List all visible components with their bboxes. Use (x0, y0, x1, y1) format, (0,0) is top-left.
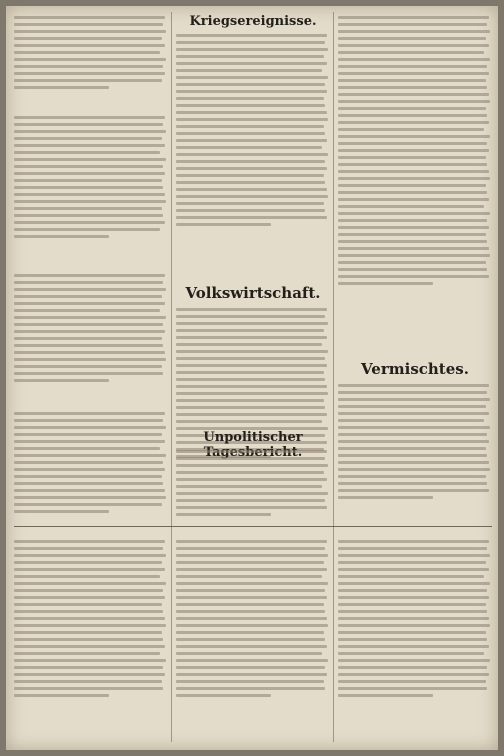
text-line (176, 118, 328, 121)
text-line (14, 475, 162, 478)
text-line (338, 405, 486, 408)
text-line (338, 261, 486, 264)
text-line (14, 144, 165, 147)
text-line (14, 510, 109, 513)
text-line (14, 186, 163, 189)
text-line (176, 371, 324, 374)
text-line (338, 540, 489, 543)
newspaper-page (6, 6, 498, 750)
text-line (14, 72, 165, 75)
text-line (176, 617, 327, 620)
text-line (338, 44, 489, 47)
text-line (14, 200, 166, 203)
text-line (176, 174, 324, 177)
text-line (338, 582, 490, 585)
text-line (176, 413, 327, 416)
text-line (338, 461, 489, 464)
text-line (14, 582, 166, 585)
text-line (338, 79, 486, 82)
text-line (338, 86, 487, 89)
text-line (176, 673, 327, 676)
text-line (14, 638, 163, 641)
text-line (176, 48, 328, 51)
text-line (14, 337, 162, 340)
text-line (338, 72, 489, 75)
text-line (176, 399, 324, 402)
text-line (14, 295, 162, 298)
text-line (14, 603, 162, 606)
text-line (338, 419, 484, 422)
text-line (176, 181, 325, 184)
text-line (14, 221, 165, 224)
text-line (176, 471, 324, 474)
article-text (14, 540, 168, 701)
text-line (176, 167, 327, 170)
text-line (176, 195, 328, 198)
text-line (14, 419, 163, 422)
text-line (338, 398, 490, 401)
text-line (176, 322, 328, 325)
text-line (176, 506, 327, 509)
text-line (14, 79, 162, 82)
text-line (338, 575, 484, 578)
text-line (14, 540, 165, 543)
text-line (176, 90, 327, 93)
text-line (338, 177, 490, 180)
text-line (14, 158, 166, 161)
text-line (14, 37, 162, 40)
text-line (338, 440, 489, 443)
text-line (14, 358, 166, 361)
text-line (176, 450, 327, 453)
article-text (338, 384, 492, 503)
text-line (338, 219, 487, 222)
text-line (176, 603, 324, 606)
text-line (176, 666, 325, 669)
text-line (338, 114, 487, 117)
text-line (14, 596, 165, 599)
text-line (338, 100, 490, 103)
text-line (176, 540, 327, 543)
text-line (14, 193, 165, 196)
text-line (14, 568, 165, 571)
text-line (176, 547, 325, 550)
section-heading-economy: Volkswirtschaft. (185, 284, 321, 302)
text-line (14, 694, 109, 697)
text-line (176, 631, 324, 634)
text-line (14, 433, 162, 436)
article-text (176, 34, 330, 230)
text-line (14, 16, 165, 19)
text-line (14, 165, 163, 168)
text-line (14, 645, 165, 648)
text-line (176, 589, 325, 592)
text-line (176, 153, 328, 156)
text-line (14, 228, 160, 231)
text-line (338, 37, 486, 40)
text-line (14, 288, 166, 291)
column-left (14, 12, 168, 742)
text-line (14, 323, 163, 326)
text-line (176, 223, 271, 226)
text-line (338, 268, 487, 271)
text-line (14, 554, 166, 557)
text-line (14, 58, 166, 61)
text-line (338, 638, 487, 641)
text-line (176, 492, 328, 495)
text-line (14, 351, 165, 354)
text-line (176, 561, 324, 564)
text-line (176, 596, 327, 599)
text-line (14, 617, 165, 620)
text-line (176, 76, 328, 79)
text-line (338, 384, 489, 387)
text-line (14, 561, 162, 564)
article-text (14, 116, 168, 242)
text-line (14, 447, 160, 450)
text-line (338, 198, 489, 201)
column-right (338, 12, 492, 742)
article-text (338, 16, 492, 289)
text-line (14, 482, 163, 485)
text-line (176, 139, 327, 142)
text-line (338, 454, 487, 457)
text-line (338, 645, 489, 648)
text-line (338, 687, 487, 690)
text-line (176, 34, 327, 37)
text-line (338, 240, 487, 243)
text-line (14, 589, 163, 592)
text-line (14, 496, 166, 499)
text-line (338, 447, 486, 450)
text-line (176, 146, 322, 149)
text-line (176, 357, 325, 360)
text-line (14, 673, 165, 676)
article-text (176, 450, 330, 520)
text-line (338, 149, 489, 152)
text-line (14, 65, 163, 68)
text-line (176, 364, 327, 367)
text-line (14, 489, 165, 492)
text-line (176, 209, 325, 212)
text-line (14, 116, 165, 119)
text-line (176, 83, 325, 86)
text-line (176, 638, 325, 641)
column-divider (333, 12, 334, 742)
text-line (176, 329, 324, 332)
text-line (338, 489, 489, 492)
text-line (176, 160, 325, 163)
article-text (338, 540, 492, 701)
text-line (176, 554, 328, 557)
text-line (14, 137, 162, 140)
text-line (176, 216, 327, 219)
text-line (338, 694, 433, 697)
text-line (176, 464, 328, 467)
text-line (14, 461, 163, 464)
text-line (176, 315, 325, 318)
text-line (338, 496, 433, 499)
text-line (338, 163, 487, 166)
text-line (176, 378, 325, 381)
article-text (14, 412, 168, 517)
text-line (176, 499, 325, 502)
text-line (338, 184, 486, 187)
text-line (338, 121, 489, 124)
article-text (176, 540, 330, 701)
text-line (176, 575, 322, 578)
text-line (176, 202, 324, 205)
text-line (338, 680, 486, 683)
text-line (14, 680, 162, 683)
text-line (176, 350, 328, 353)
text-line (338, 391, 487, 394)
text-line (14, 468, 165, 471)
text-line (14, 123, 163, 126)
text-line (338, 58, 490, 61)
text-line (14, 412, 165, 415)
text-line (338, 659, 490, 662)
text-line (14, 610, 163, 613)
text-line (14, 86, 109, 89)
text-line (338, 142, 487, 145)
section-heading-war: Kriegsereignisse. (189, 14, 317, 29)
text-line (176, 55, 324, 58)
text-line (338, 554, 490, 557)
text-line (176, 132, 325, 135)
text-line (338, 191, 487, 194)
text-line (14, 687, 163, 690)
text-line (338, 65, 487, 68)
text-line (14, 659, 166, 662)
text-line (176, 457, 325, 460)
text-line (14, 624, 166, 627)
text-line (176, 62, 327, 65)
text-line (338, 475, 486, 478)
text-line (14, 503, 162, 506)
text-line (14, 51, 160, 54)
text-line (14, 316, 166, 319)
text-line (14, 302, 165, 305)
column-divider (171, 12, 172, 742)
text-line (14, 454, 166, 457)
text-line (338, 624, 490, 627)
text-line (338, 673, 489, 676)
text-line (176, 392, 328, 395)
text-line (338, 426, 490, 429)
text-line (14, 130, 166, 133)
text-line (14, 235, 109, 238)
text-line (338, 247, 489, 250)
text-line (176, 659, 328, 662)
text-line (14, 365, 162, 368)
text-line (338, 205, 484, 208)
text-line (176, 104, 325, 107)
text-line (338, 93, 489, 96)
text-line (176, 652, 322, 655)
text-line (14, 23, 163, 26)
text-line (14, 207, 162, 210)
text-line (338, 212, 490, 215)
text-line (176, 188, 327, 191)
text-line (338, 589, 487, 592)
text-line (338, 16, 489, 19)
text-line (338, 596, 489, 599)
text-line (176, 624, 328, 627)
text-line (14, 631, 162, 634)
article-text (14, 274, 168, 386)
text-line (176, 41, 325, 44)
text-line (14, 426, 166, 429)
text-line (338, 51, 484, 54)
text-line (338, 433, 487, 436)
text-line (176, 336, 327, 339)
text-line (14, 330, 165, 333)
article-text (14, 16, 168, 93)
text-line (338, 128, 484, 131)
text-line (176, 385, 327, 388)
text-line (14, 30, 166, 33)
text-line (338, 482, 487, 485)
text-line (338, 547, 487, 550)
section-heading-misc: Vermischtes. (361, 360, 469, 378)
text-line (338, 170, 489, 173)
text-line (338, 107, 486, 110)
text-line (338, 135, 490, 138)
text-line (176, 694, 271, 697)
text-line (176, 485, 322, 488)
text-line (338, 23, 487, 26)
text-line (176, 420, 322, 423)
text-line (338, 226, 489, 229)
text-line (338, 30, 490, 33)
text-line (176, 69, 322, 72)
text-line (176, 343, 322, 346)
text-line (338, 282, 433, 285)
text-line (338, 254, 490, 257)
column-middle (176, 12, 330, 742)
text-line (14, 44, 165, 47)
text-line (176, 513, 271, 516)
text-line (176, 111, 327, 114)
text-line (14, 179, 162, 182)
text-line (14, 372, 163, 375)
text-line (338, 568, 489, 571)
text-line (14, 547, 163, 550)
text-line (14, 309, 160, 312)
text-line (338, 666, 487, 669)
text-line (176, 478, 327, 481)
text-line (176, 308, 327, 311)
text-line (338, 617, 489, 620)
text-line (176, 97, 324, 100)
text-line (14, 440, 165, 443)
text-line (176, 645, 327, 648)
text-line (338, 652, 484, 655)
text-line (14, 666, 163, 669)
text-line (338, 275, 489, 278)
text-line (338, 468, 490, 471)
text-line (338, 561, 486, 564)
text-line (176, 125, 324, 128)
text-line (14, 274, 165, 277)
section-heading-daily: Unpolitischer (203, 430, 303, 445)
text-line (176, 582, 328, 585)
text-line (14, 214, 163, 217)
text-line (14, 344, 163, 347)
text-line (176, 680, 324, 683)
text-line (338, 412, 489, 415)
text-line (14, 151, 160, 154)
text-line (14, 652, 160, 655)
text-line (338, 233, 486, 236)
text-line (338, 631, 486, 634)
text-line (176, 687, 325, 690)
text-line (338, 610, 487, 613)
text-line (176, 406, 325, 409)
text-line (14, 379, 109, 382)
text-line (176, 568, 327, 571)
text-line (338, 603, 486, 606)
text-line (14, 281, 163, 284)
text-line (14, 172, 165, 175)
text-line (176, 610, 325, 613)
text-line (14, 575, 160, 578)
text-line (338, 156, 486, 159)
